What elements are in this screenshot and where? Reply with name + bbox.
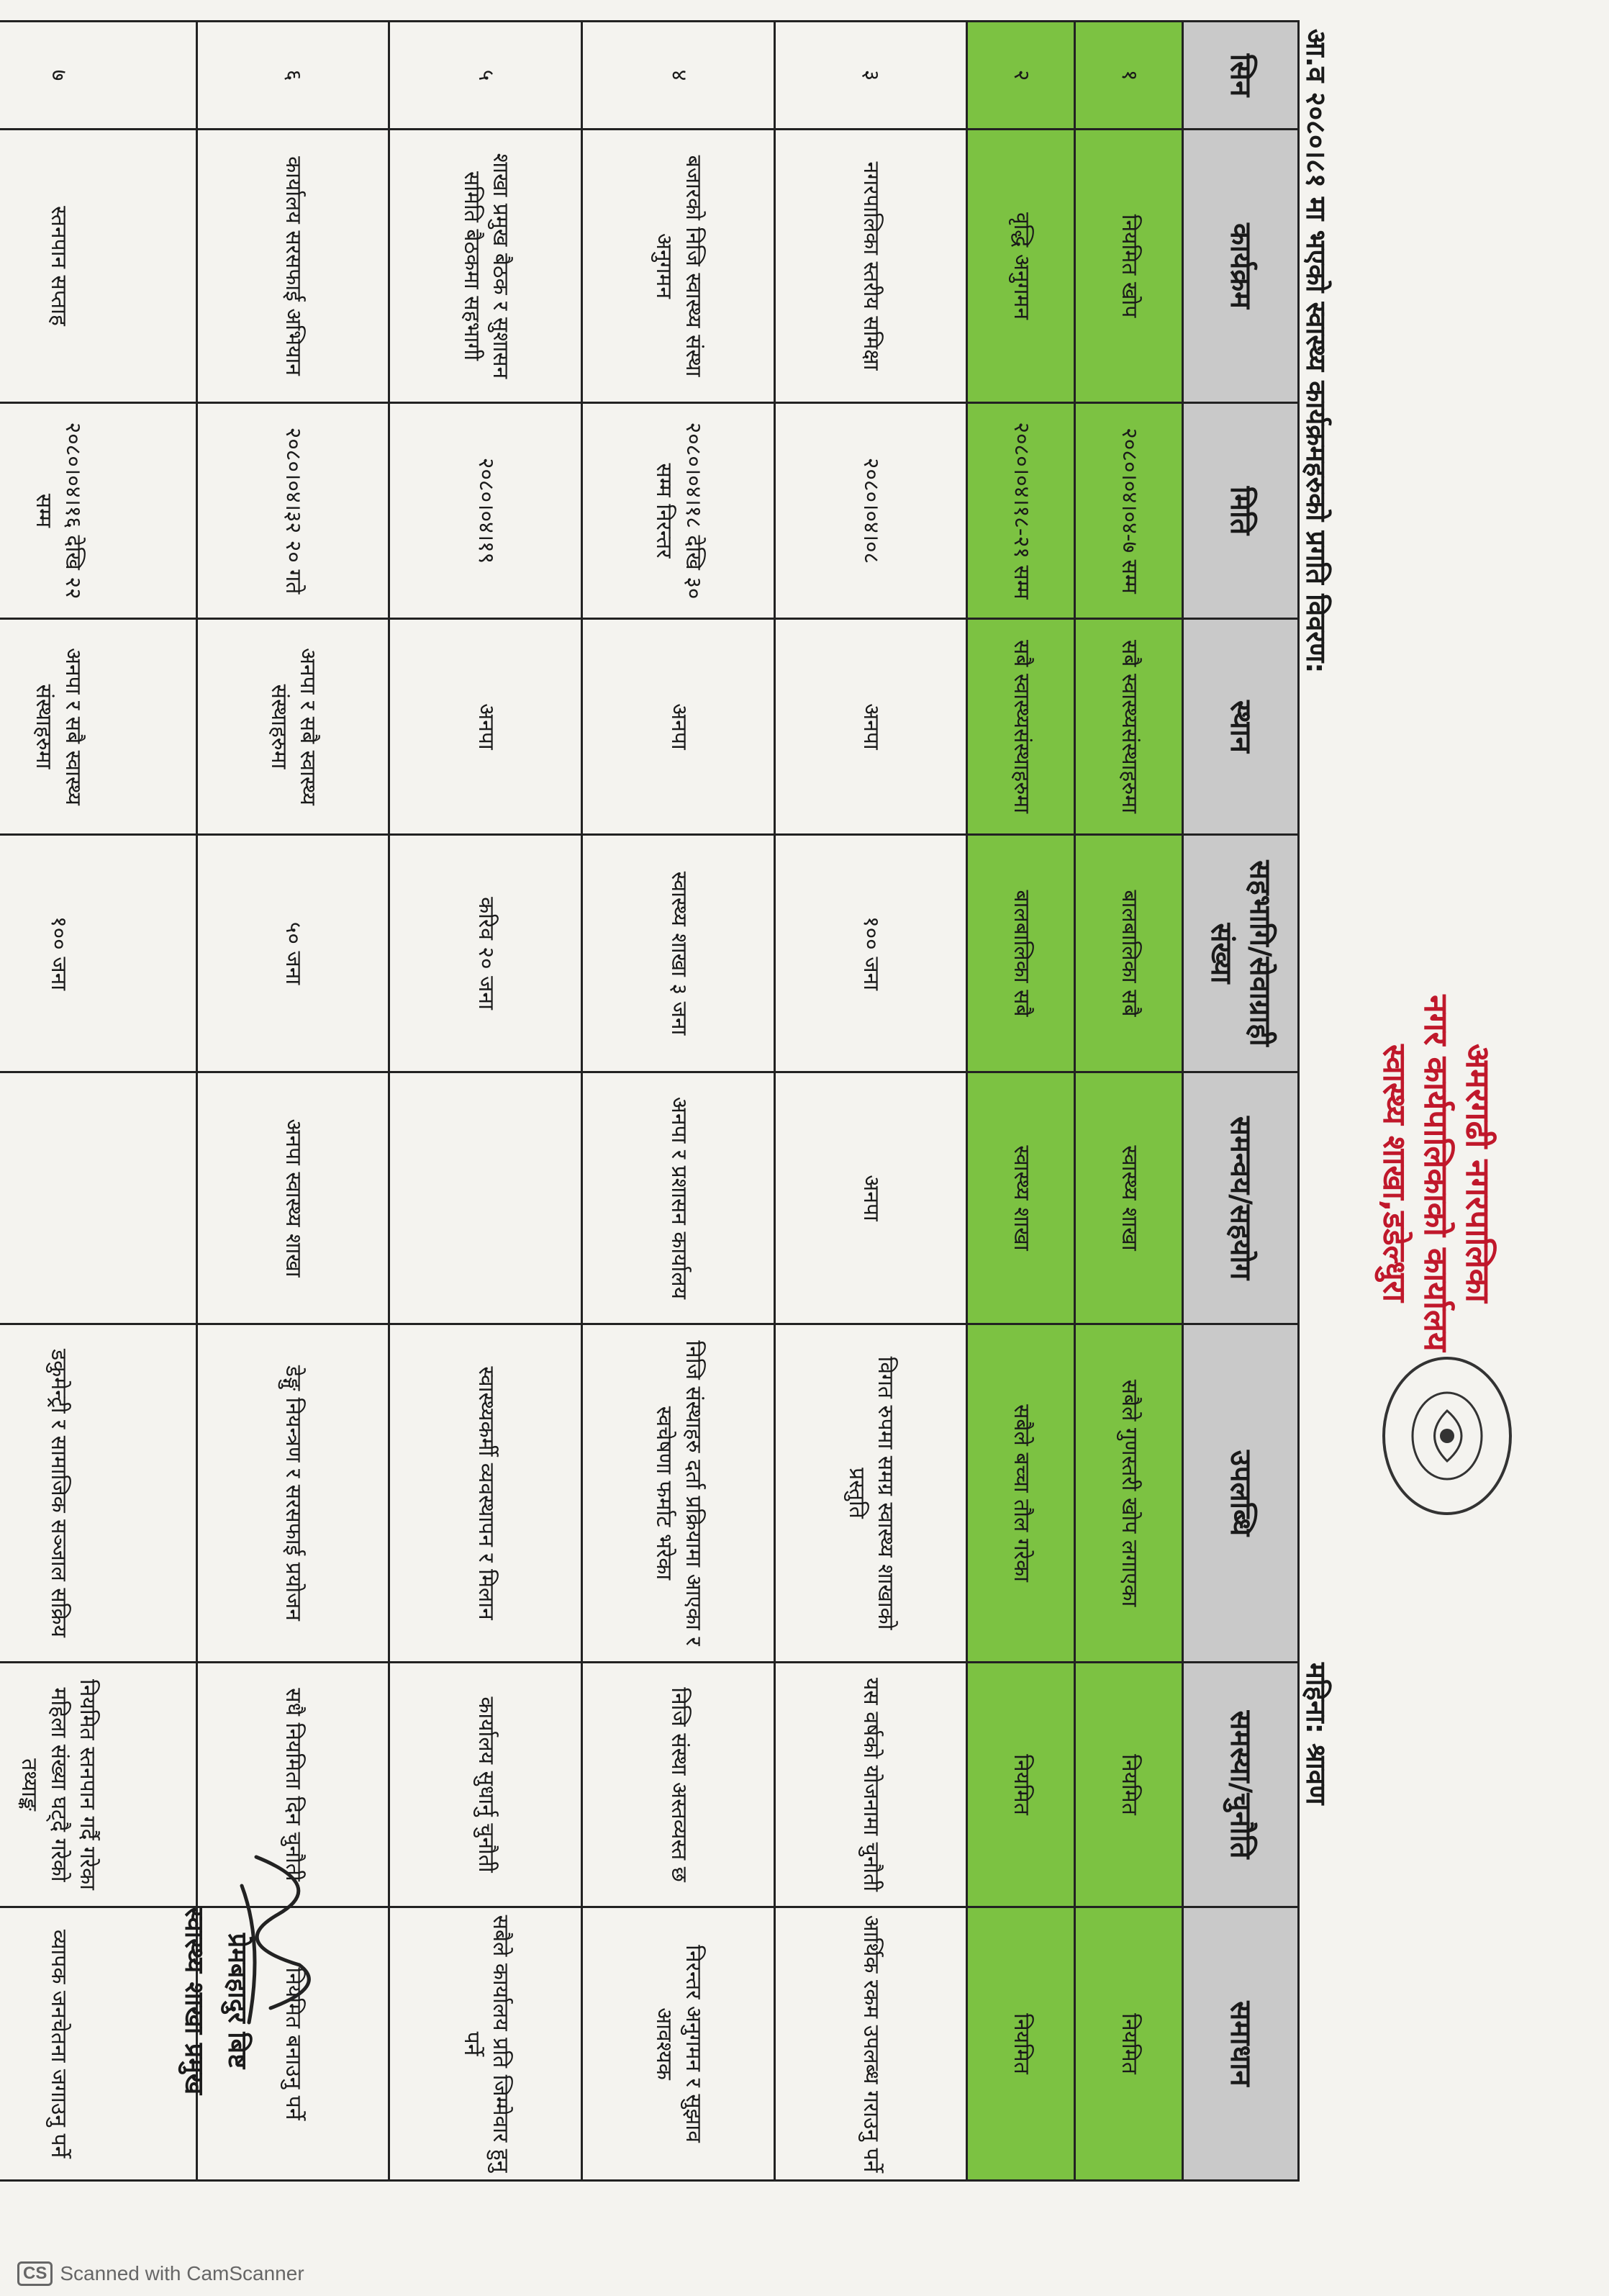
cell-problem: कार्यालय सुधार्नु चुनौती xyxy=(389,1663,582,1907)
scanner-watermark xyxy=(17,2261,304,2286)
cell-problem: सधै नियमिता दिन चुनौती xyxy=(196,1663,389,1907)
cell-participants: बालबालिका सबै xyxy=(1075,835,1183,1072)
cell-program: नियमित खोप xyxy=(1075,130,1183,403)
table-row xyxy=(967,22,1075,2181)
cell-place: सबै स्वास्थ्यसंस्थाहरुमा xyxy=(1075,619,1183,835)
cell-program: शाखा प्रमुख बैठक र सुशासन समिति बैठकमा सहभागी xyxy=(389,130,582,403)
cell-place: सबै स्वास्थ्यसंस्थाहरुमा xyxy=(967,619,1075,835)
cell-sn: ४ xyxy=(581,22,774,130)
cell-coordination: अनपा xyxy=(774,1072,967,1324)
cell-solution: नियमित xyxy=(1075,1907,1183,2181)
cell-program: बजारको निजि स्वास्थ्य संस्था अनुगमन xyxy=(581,130,774,403)
cell-solution: आर्थिक रकम उपलब्ध गराउनु पर्ने xyxy=(774,1907,967,2181)
cell-program: नगरपालिका स्तरीय समिक्षा xyxy=(774,130,967,403)
cell-program: स्तनपान सप्ताह xyxy=(0,130,196,403)
cell-solution: नियमित बनाउनु पर्ने xyxy=(196,1907,389,2181)
cell-achievement: स्वास्थ्यकर्मी व्यवस्थापन र मिलान xyxy=(389,1324,582,1663)
municipality-name: अमरगढी नगरपालिका xyxy=(1459,1044,1497,1303)
office-seal-stamp xyxy=(1379,1353,1515,1519)
cell-achievement: डेङ्गु नियन्त्रण र सरसफाई प्रयोजन xyxy=(196,1324,389,1663)
cell-place: अनपा र सबै स्वास्थ्य संस्थाहरुमा xyxy=(0,619,196,835)
table-row xyxy=(0,22,196,2181)
report-title: आ.व २०८०।८१ मा भएको स्वास्थ्य कार्यक्रमहरुको प्रगति विवरण: xyxy=(1300,29,1332,674)
cell-date: २०८०।०४।१८-२१ सम्म xyxy=(967,403,1075,619)
cell-coordination: अनपा स्वास्थ्य शाखा xyxy=(196,1072,389,1324)
cell-coordination xyxy=(0,1072,196,1324)
col-header-solution: समाधान xyxy=(1183,1907,1299,2181)
scanner-watermark-text: Scanned with CamScanner xyxy=(60,2262,304,2284)
table-row xyxy=(1075,22,1183,2181)
table-row xyxy=(581,22,774,2181)
cell-problem: निजि संस्था अस्तव्यस्त छ xyxy=(581,1663,774,1907)
col-header-participants: सहभागि/सेवाग्राही संख्या xyxy=(1183,835,1299,1072)
cell-place: अनपा xyxy=(581,619,774,835)
cell-achievement: सबैले गुणस्तरी खोप लगाएका xyxy=(1075,1324,1183,1663)
cell-problem: नियमित xyxy=(1075,1663,1183,1907)
table-row xyxy=(389,22,582,2181)
cell-sn: ३ xyxy=(774,22,967,130)
table-row xyxy=(774,22,967,2181)
cell-place: अनपा र सबै स्वास्थ्य संस्थाहरुमा xyxy=(196,619,389,835)
cell-date: २०८०।०४।०४-७ सम्म xyxy=(1075,403,1183,619)
col-header-date: मिति xyxy=(1183,403,1299,619)
cell-sn: ५ xyxy=(389,22,582,130)
signatory-role: स्वास्थ्य शाखा प्रमुख xyxy=(179,1907,209,2095)
cell-coordination xyxy=(389,1072,582,1324)
camscanner-logo-icon: CS xyxy=(17,2261,53,2286)
cell-achievement: डकुमेन्ट्री र सामाजिक सञ्जाल सक्रिय xyxy=(0,1324,196,1663)
cell-participants: स्वास्थ्य शाखा ३ जना xyxy=(581,835,774,1072)
cell-place: अनपा xyxy=(389,619,582,835)
col-header-problem: समस्या/चुनौति xyxy=(1183,1663,1299,1907)
cell-date: २०८०।०४।१८ देखि ३० सम्म निरन्तर xyxy=(581,403,774,619)
cell-place: अनपा xyxy=(774,619,967,835)
cell-program: वृद्धि अनुगमन xyxy=(967,130,1075,403)
cell-sn: ७ xyxy=(0,22,196,130)
cell-sn: २ xyxy=(967,22,1075,130)
col-header-coordination: समन्वय/सहयोग xyxy=(1183,1072,1299,1324)
cell-date: २०८०।०४।०८ xyxy=(774,403,967,619)
cell-sn: १ xyxy=(1075,22,1183,130)
cell-achievement: सबैले बच्चा तौल गरेका xyxy=(967,1324,1075,1663)
cell-date: २०८०।०४।३२ २० गते xyxy=(196,403,389,619)
cell-coordination: स्वास्थ्य शाखा xyxy=(1075,1072,1183,1324)
cell-solution: व्यापक जनचेतना जगाउनु पर्ने xyxy=(0,1907,196,2181)
col-header-place: स्थान xyxy=(1183,619,1299,835)
office-name: नगर कार्यपालिकाको कार्यालय xyxy=(1417,995,1456,1352)
cell-coordination: अनपा र प्रशासन कार्यालय xyxy=(581,1072,774,1324)
signatory-name: प्रेमबहादुर बिष्ट xyxy=(222,1933,252,2069)
cell-solution: निरन्तर अनुगमन र सुझाव आवश्यक xyxy=(581,1907,774,2181)
col-header-sn: सिन xyxy=(1183,22,1299,130)
cell-achievement: विगत रुपमा समग्र स्वास्थ्य शाखाको प्रस्तुति xyxy=(774,1324,967,1663)
cell-problem: यस वर्षको योजनामा चुनौती xyxy=(774,1663,967,1907)
cell-participants: ५० जना xyxy=(196,835,389,1072)
table-header-row xyxy=(1183,22,1299,2181)
cell-sn: ६ xyxy=(196,22,389,130)
cell-program: कार्यालय सरसफाई अभियान xyxy=(196,130,389,403)
cell-participants: बालबालिका सबै xyxy=(967,835,1075,1072)
branch-name: स्वास्थ्य शाखा,डडेल्धुरा xyxy=(1376,1044,1413,1302)
cell-date: २०८०।०४।१६ देखि २२ सम्म xyxy=(0,403,196,619)
cell-achievement: निजि संस्थाहरु दर्ता प्रक्रियामा आएका र स्वचेषणा फर्माट भरेका xyxy=(581,1324,774,1663)
cell-participants: १०० जना xyxy=(774,835,967,1072)
cell-participants: १०० जना xyxy=(0,835,196,1072)
cell-solution: सबैले कार्यालय प्रति जिम्मेवार हुनु पर्ने xyxy=(389,1907,582,2181)
cell-problem: नियमित स्तनपान गर्दै गरेका महिला संख्या घट्दै गरेको तथ्याङ्क xyxy=(0,1663,196,1907)
col-header-achievement: उपलब्धि xyxy=(1183,1324,1299,1663)
cell-problem: नियमित xyxy=(967,1663,1075,1907)
cell-participants: करिव २० जना xyxy=(389,835,582,1072)
cell-solution: नियमित xyxy=(967,1907,1075,2181)
cell-date: २०८०।०४।१९ xyxy=(389,403,582,619)
cell-coordination: स्वास्थ्य शाखा xyxy=(967,1072,1075,1324)
report-month: महिना: श्रावण xyxy=(1300,1663,1332,1805)
col-header-program: कार्यक्रम xyxy=(1183,130,1299,403)
